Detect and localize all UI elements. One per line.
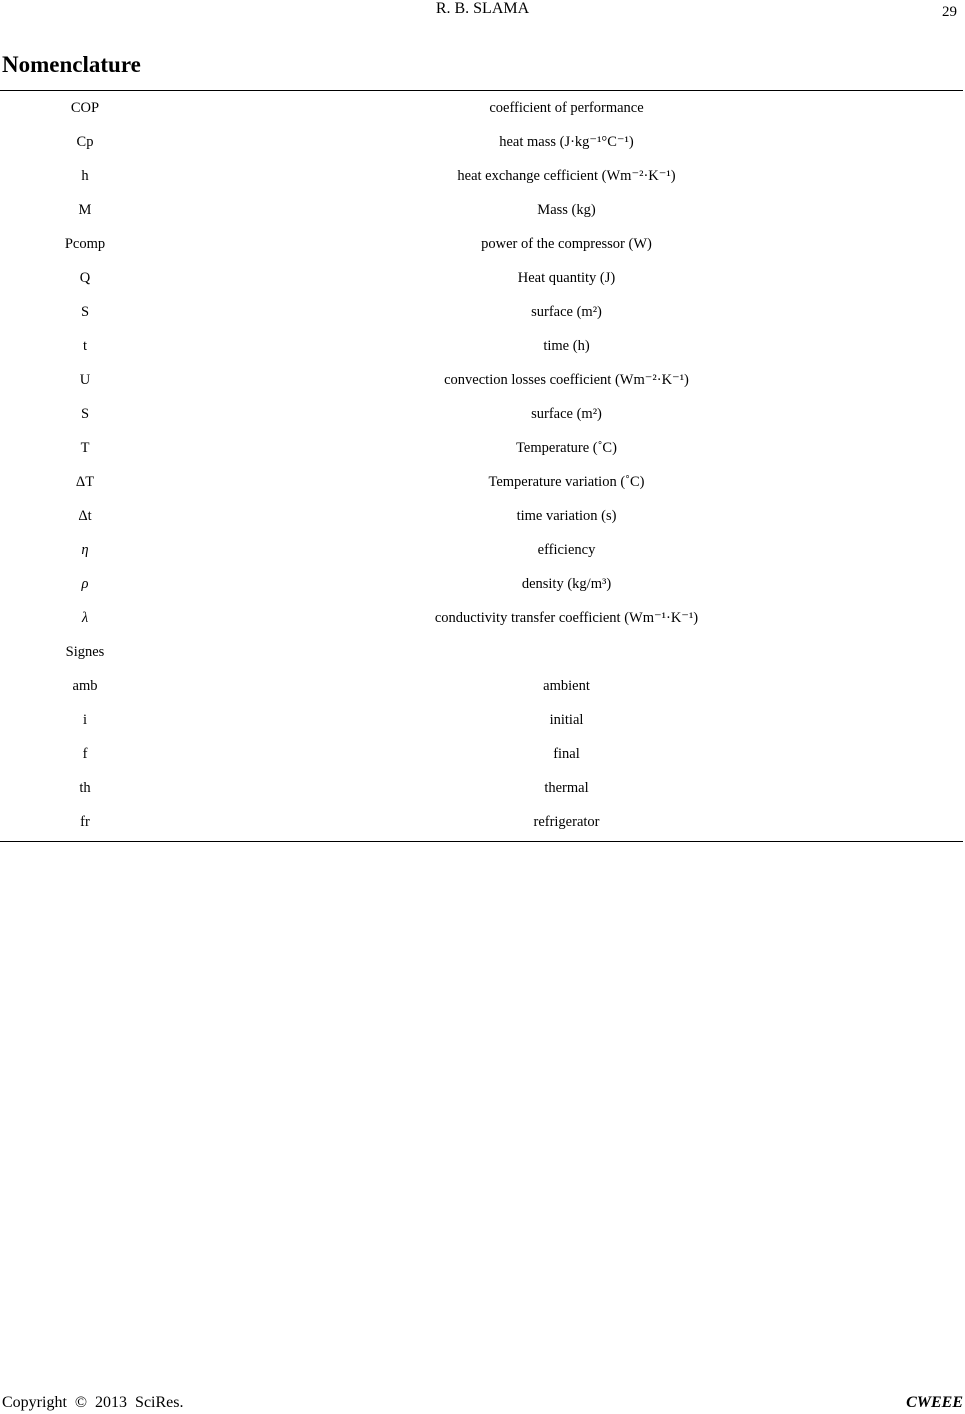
copyright-notice: Copyright © 2013 SciRes. bbox=[2, 1394, 184, 1411]
symbol-cell: fr bbox=[80, 813, 90, 830]
table-row bbox=[0, 363, 963, 397]
table-row bbox=[0, 703, 963, 737]
table-row bbox=[0, 227, 963, 261]
table-row bbox=[0, 91, 963, 125]
symbol-cell: f bbox=[82, 745, 88, 762]
table-row bbox=[0, 771, 963, 805]
description-cell: conductivity transfer coefficient (Wm⁻¹·K⁻¹) bbox=[434, 609, 699, 626]
description-cell: time (h) bbox=[543, 337, 590, 354]
table-row bbox=[0, 635, 963, 669]
table-row bbox=[0, 261, 963, 295]
table-row bbox=[0, 669, 963, 703]
table-row bbox=[0, 125, 963, 159]
description-cell: heat exchange cefficient (Wm⁻²·K⁻¹) bbox=[457, 167, 676, 184]
description-cell: refrigerator bbox=[533, 813, 600, 830]
description-cell: convection losses coefficient (Wm⁻²·K⁻¹) bbox=[444, 371, 689, 388]
table-row bbox=[0, 465, 963, 499]
symbol-cell: i bbox=[82, 711, 88, 728]
symbol-cell: η bbox=[81, 541, 89, 558]
table-row bbox=[0, 193, 963, 227]
symbol-cell: Signes bbox=[65, 643, 105, 660]
section-title: Nomenclature bbox=[2, 52, 141, 77]
page-number: 29 bbox=[942, 4, 957, 20]
nomenclature-table bbox=[0, 90, 963, 842]
symbol-cell: Pcomp bbox=[64, 235, 106, 252]
description-cell: Heat quantity (J) bbox=[517, 269, 616, 286]
symbol-cell: λ bbox=[81, 609, 89, 626]
table-row bbox=[0, 397, 963, 431]
description-cell: initial bbox=[549, 711, 584, 728]
symbol-cell: ρ bbox=[81, 575, 89, 592]
description-cell: heat mass (J·kg⁻¹°C⁻¹) bbox=[499, 133, 634, 150]
symbol-cell: S bbox=[80, 405, 90, 422]
symbol-cell: th bbox=[79, 779, 91, 796]
description-cell: power of the compressor (W) bbox=[481, 235, 652, 252]
description-cell: Temperature (˚C) bbox=[516, 439, 617, 456]
symbol-cell: amb bbox=[72, 677, 98, 694]
table-row bbox=[0, 601, 963, 635]
description-cell: time variation (s) bbox=[516, 507, 617, 524]
running-head: R. B. SLAMA bbox=[435, 0, 530, 17]
table-row bbox=[0, 329, 963, 363]
symbol-cell: S bbox=[80, 303, 90, 320]
table-row bbox=[0, 499, 963, 533]
table-row bbox=[0, 737, 963, 771]
table-row bbox=[0, 159, 963, 193]
description-cell: final bbox=[553, 745, 580, 762]
description-cell: coefficient of performance bbox=[489, 99, 644, 116]
description-cell: ambient bbox=[543, 677, 590, 694]
journal-name: CWEEE bbox=[906, 1394, 963, 1411]
symbol-cell: t bbox=[82, 337, 88, 354]
symbol-cell: Cp bbox=[76, 133, 94, 150]
description-cell: Temperature variation (˚C) bbox=[488, 473, 645, 490]
table-row bbox=[0, 533, 963, 567]
symbol-cell: COP bbox=[70, 99, 100, 116]
description-cell: Mass (kg) bbox=[537, 201, 596, 218]
table-row bbox=[0, 431, 963, 465]
symbol-cell: T bbox=[80, 439, 90, 456]
symbol-cell: h bbox=[81, 167, 89, 184]
symbol-cell: M bbox=[78, 201, 92, 218]
table-row bbox=[0, 567, 963, 601]
symbol-cell: Q bbox=[79, 269, 91, 286]
description-cell: surface (m²) bbox=[531, 405, 602, 422]
description-cell: efficiency bbox=[537, 541, 596, 558]
symbol-cell: ΔT bbox=[75, 473, 95, 490]
description-cell: thermal bbox=[544, 779, 589, 796]
table-row bbox=[0, 805, 963, 839]
table-row bbox=[0, 295, 963, 329]
symbol-cell: Δt bbox=[78, 507, 92, 524]
symbol-cell: U bbox=[79, 371, 91, 388]
description-cell: density (kg/m³) bbox=[521, 575, 612, 592]
description-cell: surface (m²) bbox=[531, 303, 602, 320]
